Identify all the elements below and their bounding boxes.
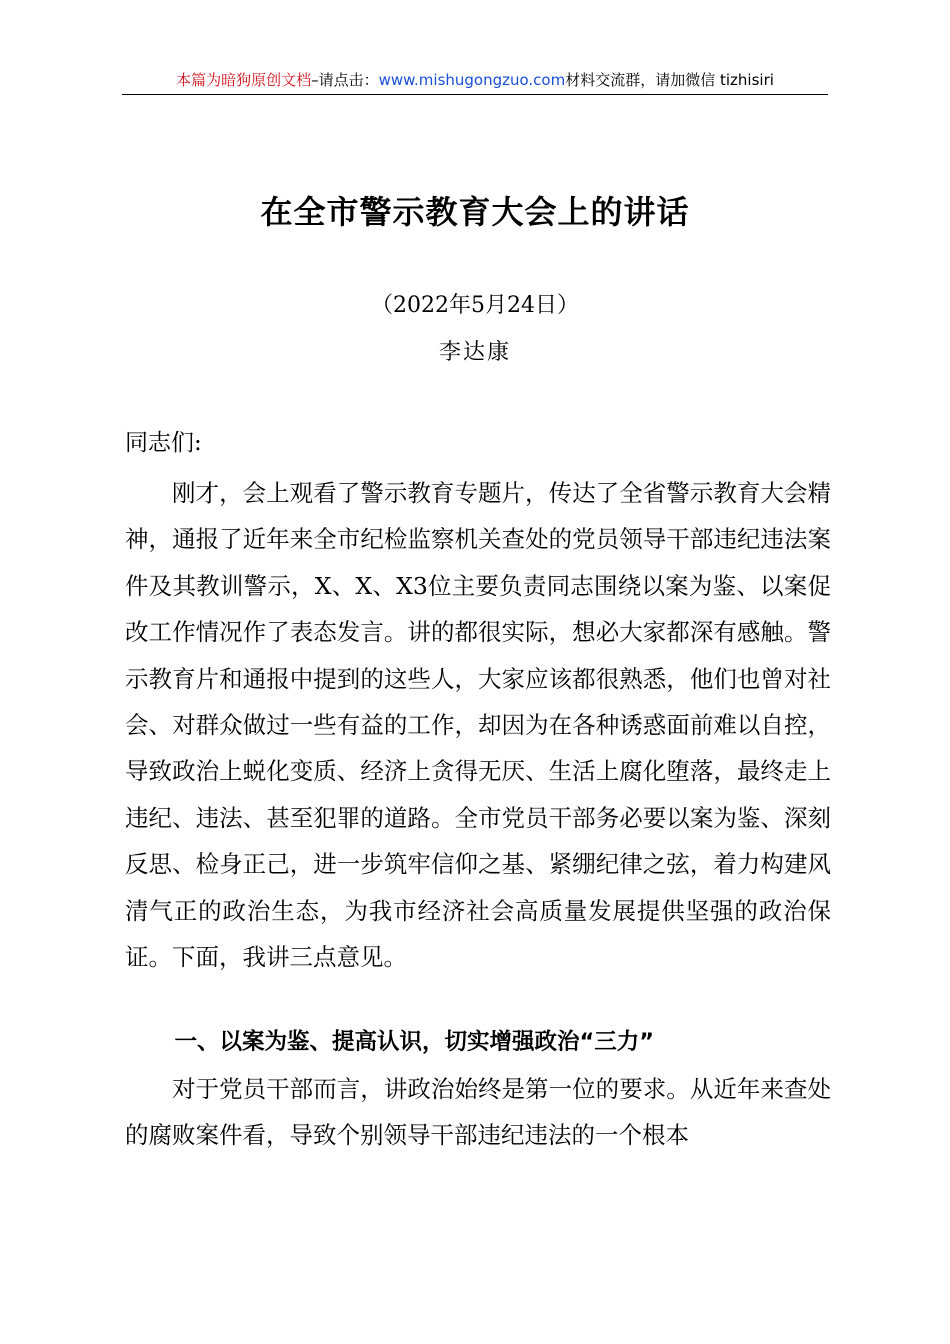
- body-paragraph-2: 对于党员干部而言，讲政治始终是第一位的要求。从近年来查处的腐败案件看，导致个别领导干部违纪违法的一个根本: [125, 1075, 831, 1150]
- header-wechat-notice: 材料交流群，请加微信 tizhisiri: [565, 71, 774, 89]
- header-original-notice: 本篇为暗狗原创文档: [176, 71, 312, 89]
- salutation: 同志们:: [125, 430, 202, 456]
- header-website-link[interactable]: www.mishugongzuo.com: [378, 71, 566, 89]
- document-title: 在全市警示教育大会上的讲话: [260, 193, 690, 231]
- document-date: （2022年5月24日）: [371, 293, 579, 318]
- section-heading-1: 一、以案为鉴、提高认识，切实增强政治“三力”: [174, 1029, 655, 1055]
- document-author: 李达康: [438, 340, 511, 365]
- header-click-prompt: –请点击：: [311, 71, 379, 89]
- body-paragraph-1: 刚才，会上观看了警示教育专题片，传达了全省警示教育大会精神，通报了近年来全市纪检监察机关查处的党员领导干部违纪违法案件及其教训警示，X、X、X3位主要负责同志围绕以案为鉴、以案促改工作情况作了表态发言。讲的都很实际，想必大家都深有感触。警示教育片和通报中提到的这些人，大家应该都很熟悉，他们也曾对社会、对群众做过一些有益的工作，却因为在各种诱惑面前难以自控，导致政治上蜕化变质、经济上贪得无厌、生活上腐化堕落，最终走上违纪、违法、甚至犯罪的道路。全市党员干部务必要以案为鉴、深刻反思、检身正己，进一步筑牢信仰之基、紧绷纪律之弦，着力构建风清气正的政治生态，为我市经济社会高质量发展提供坚强的政治保证。下面，我讲三点意见。: [125, 479, 831, 972]
- header-notice-bar: [122, 66, 828, 95]
